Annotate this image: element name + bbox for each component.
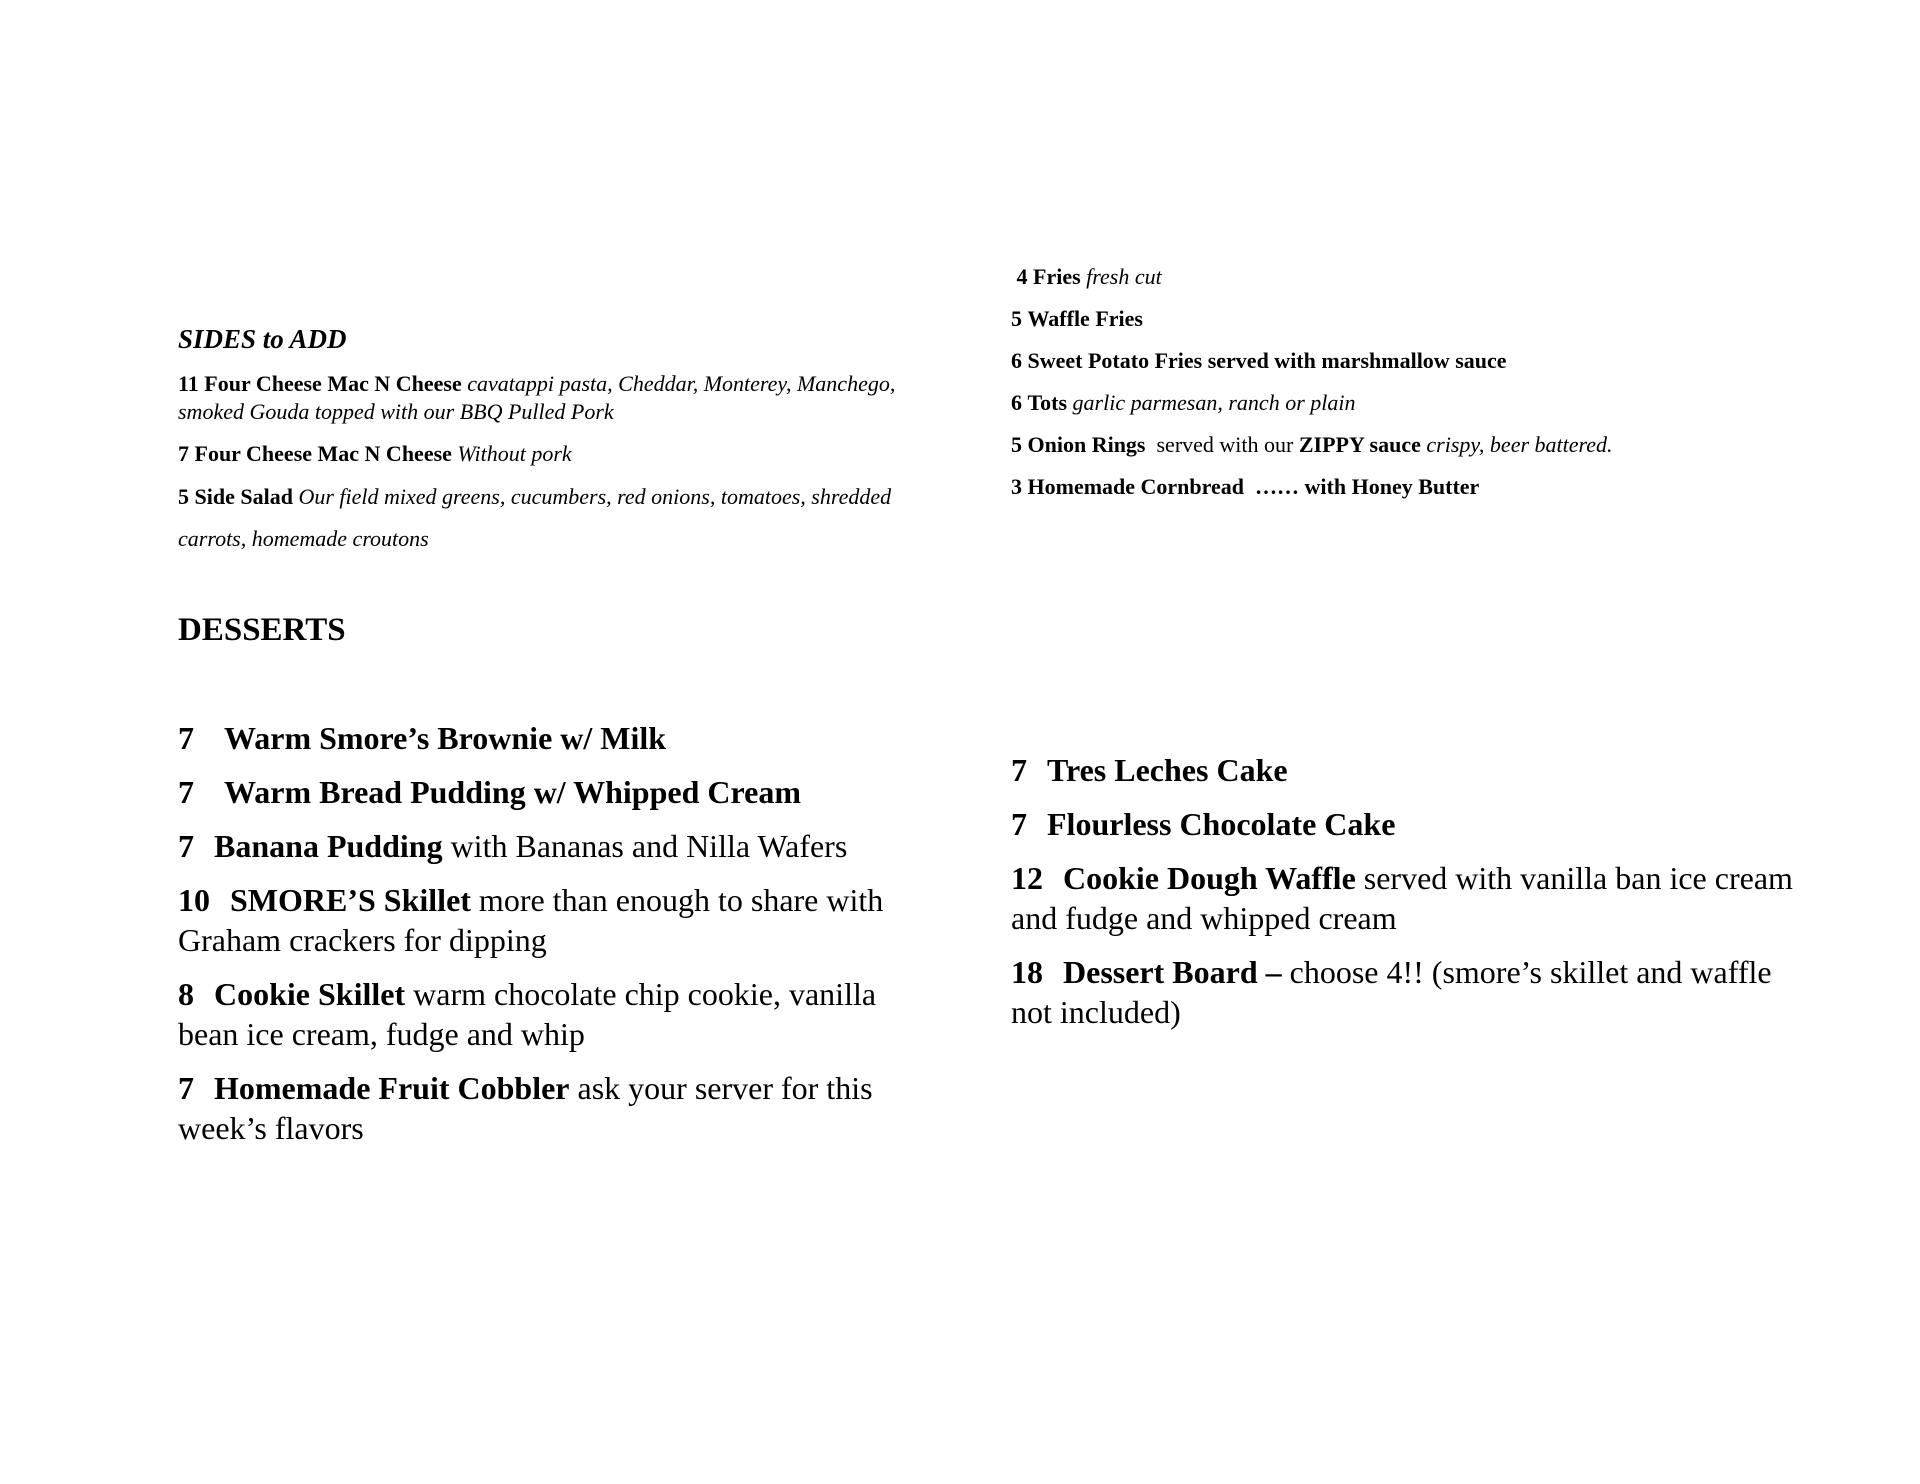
dessert-name: Cookie Dough Waffle xyxy=(1063,860,1356,896)
dessert-name: Cookie Skillet xyxy=(214,976,406,1012)
dessert-name: Flourless Chocolate Cake xyxy=(1047,806,1396,842)
dessert-item-flourless-cake xyxy=(1011,804,1801,844)
sides-title: SIDES to ADD xyxy=(178,324,347,354)
dessert-price: 8 xyxy=(178,976,194,1012)
dessert-name: Tres Leches Cake xyxy=(1047,752,1288,788)
side-item-mac xyxy=(178,440,918,468)
side-item-fries xyxy=(1011,263,1831,291)
dessert-desc: ask your server for this week’s flavors xyxy=(178,1070,873,1146)
sides-right-column xyxy=(1011,263,1831,515)
dessert-desc: warm chocolate chip cookie, vanilla bean ice cream, fudge and whip xyxy=(178,976,877,1052)
dessert-name: SMORE’S Skillet xyxy=(230,882,471,918)
side-name: Waffle Fries xyxy=(1027,306,1143,331)
dessert-item-tres-leches xyxy=(1011,750,1801,790)
side-item-tots xyxy=(1011,389,1831,417)
side-desc: fresh cut xyxy=(1086,264,1162,289)
dessert-price: 7 xyxy=(178,1070,194,1106)
side-desc: crispy, beer battered. xyxy=(1426,432,1613,457)
side-item-mac-pork xyxy=(178,370,918,426)
dessert-price: 7 xyxy=(1011,752,1027,788)
side-name: Four Cheese Mac N Cheese xyxy=(204,371,462,396)
desserts-title: DESSERTS xyxy=(178,612,346,648)
side-price: 6 xyxy=(1011,348,1022,373)
side-name: Four Cheese Mac N Cheese xyxy=(194,441,452,466)
side-name: Sweet Potato Fries served with marshmallow sauce xyxy=(1027,348,1507,373)
dessert-item-bread-pudding xyxy=(178,772,938,812)
side-sauce: ZIPPY sauce xyxy=(1298,432,1421,457)
dessert-item-cookie-skillet xyxy=(178,974,938,1054)
side-price: 4 xyxy=(1016,264,1028,289)
side-name: Homemade Cornbread xyxy=(1027,474,1245,499)
side-item-sweet-potato-fries xyxy=(1011,347,1831,375)
side-item-cornbread xyxy=(1011,473,1831,501)
side-suffix: …… with Honey Butter xyxy=(1255,474,1480,499)
side-price: 5 xyxy=(1011,306,1022,331)
dessert-item-smores-skillet xyxy=(178,880,938,960)
sides-left-column xyxy=(178,324,918,574)
dessert-price: 12 xyxy=(1011,860,1043,896)
side-name: Side Salad xyxy=(194,484,293,509)
side-price: 6 xyxy=(1011,390,1022,415)
side-item-waffle-fries xyxy=(1011,305,1831,333)
dessert-name: Warm Bread Pudding w/ Whipped Cream xyxy=(224,774,801,810)
dessert-item-brownie xyxy=(178,718,938,758)
dessert-price: 7 xyxy=(178,720,194,756)
dessert-desc: choose 4!! (smore’s skillet and waffle not included) xyxy=(1011,954,1772,1030)
dessert-name: Banana Pudding xyxy=(214,828,443,864)
side-name: Onion Rings xyxy=(1027,432,1146,457)
side-price: 5 xyxy=(178,484,189,509)
side-desc: garlic parmesan, ranch or plain xyxy=(1072,390,1356,415)
dessert-item-dessert-board xyxy=(1011,952,1801,1032)
side-mid-text: served with our xyxy=(1156,432,1294,457)
dessert-item-fruit-cobbler xyxy=(178,1068,938,1148)
dessert-name: Homemade Fruit Cobbler xyxy=(214,1070,570,1106)
dessert-price: 7 xyxy=(178,774,194,810)
side-desc: cavatappi pasta, Cheddar, Monterey, Manchego, smoked Gouda topped with our BBQ Pulled Pork xyxy=(178,371,896,424)
side-price: 7 xyxy=(178,441,189,466)
dessert-desc: with Bananas and Nilla Wafers xyxy=(450,828,848,864)
dessert-desc: more than enough to share with Graham crackers for dipping xyxy=(178,882,884,958)
dessert-item-cookie-dough-waffle xyxy=(1011,858,1801,938)
side-desc: Without pork xyxy=(457,441,572,466)
side-item-onion-rings xyxy=(1011,431,1831,459)
dessert-price: 18 xyxy=(1011,954,1043,990)
side-price: 5 xyxy=(1011,432,1022,457)
dessert-item-banana-pudding xyxy=(178,826,938,866)
side-item-salad xyxy=(178,476,918,560)
dessert-name: Warm Smore’s Brownie w/ Milk xyxy=(224,720,667,756)
side-name: Fries xyxy=(1033,264,1081,289)
desserts-left-column xyxy=(178,718,938,1162)
side-name: Tots xyxy=(1027,390,1068,415)
dessert-price: 7 xyxy=(1011,806,1027,842)
dessert-price: 7 xyxy=(178,828,194,864)
side-price: 11 xyxy=(178,371,199,396)
desserts-right-column xyxy=(1011,750,1801,1046)
dessert-price: 10 xyxy=(178,882,210,918)
side-desc: Our field mixed greens, cucumbers, red onions, tomatoes, shredded carrots, homemade croutons xyxy=(178,484,892,551)
dessert-name: Dessert Board – xyxy=(1063,954,1282,990)
dessert-desc: served with vanilla ban ice cream and fudge and whipped cream xyxy=(1011,860,1793,936)
side-price: 3 xyxy=(1011,474,1022,499)
